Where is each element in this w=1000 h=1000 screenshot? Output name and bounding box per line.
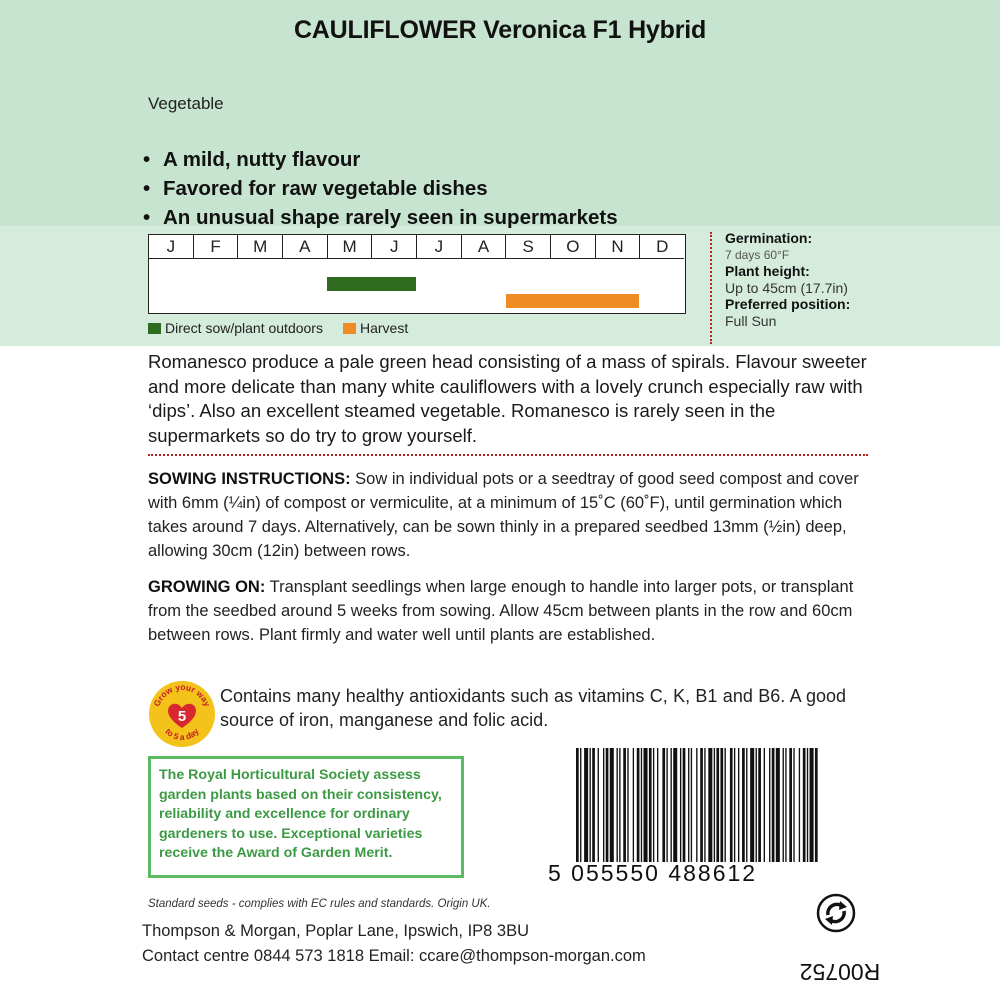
feature-item: • A mild, nutty flavour xyxy=(143,148,361,171)
barcode-bar xyxy=(803,748,806,862)
barcode-bar xyxy=(785,748,786,862)
barcode-bar xyxy=(720,748,723,862)
barcode-bar xyxy=(662,748,665,862)
month-aug: A xyxy=(462,235,507,258)
svg-text:Grow your way: Grow your way xyxy=(151,681,213,708)
barcode-bar xyxy=(619,748,620,862)
month-sep: S xyxy=(506,235,551,258)
barcode-bar xyxy=(704,748,705,862)
preferred-position-value: Full Sun xyxy=(725,312,777,329)
barcode-bar xyxy=(700,748,703,862)
sow-swatch xyxy=(148,323,161,334)
barcode-bar xyxy=(671,748,672,862)
barcode-bar xyxy=(592,748,595,862)
barcode-bar xyxy=(610,748,614,862)
month-feb: F xyxy=(194,235,239,258)
calendar-months xyxy=(149,235,684,259)
barcode-bar xyxy=(783,748,784,862)
barcode-bar xyxy=(688,748,689,862)
barcode-bar xyxy=(810,748,814,862)
barcode-bar xyxy=(603,748,604,862)
month-jun: J xyxy=(372,235,417,258)
barcode-bar xyxy=(590,748,591,862)
barcode-bar xyxy=(680,748,681,862)
barcode-bar xyxy=(637,748,640,862)
growing-info xyxy=(725,230,995,329)
barcode-bar xyxy=(776,748,780,862)
product-description: Romanesco produce a pale green head consisting of a mass of spirals. Flavour sweeter and more delicate than many white cauliflowers with a lovely crunch especially raw with ‘dips’. Also an excellent steamed vegetable. Romanesco is rarely seen in the supermarkets so do try to grow yourself. xyxy=(148,351,867,446)
month-nov: N xyxy=(596,235,641,258)
barcode-bar xyxy=(696,748,697,862)
month-jan: J xyxy=(149,235,194,258)
barcode-bar xyxy=(799,748,800,862)
growing-text: Transplant seedlings when large enough to handle into larger pots, or transplant from the seedbed around 5 weeks from sowing. Allow 45cm between plants in the row and 60cm between rows. Plant firmly and water well until plants are established. xyxy=(148,578,854,644)
plant-height-value: Up to 45cm (17.7in) xyxy=(725,279,848,296)
rhs-award-box: The Royal Horticultural Society assess garden plants based on their consistency, reliability and excellence for ordinary gardeners to use. Exceptional varieties receive the Award of Garden Merit. xyxy=(148,756,464,878)
barcode-bar xyxy=(673,748,677,862)
barcode-bar xyxy=(725,748,726,862)
month-dec: D xyxy=(656,237,669,256)
barcode-bar xyxy=(756,748,757,862)
growing-heading: GROWING ON: xyxy=(148,578,266,596)
month-jul: J xyxy=(417,235,462,258)
barcode-bar xyxy=(746,748,747,862)
harvest-swatch xyxy=(343,323,356,334)
product-title: CAULIFLOWER Veronica F1 Hybrid xyxy=(293,16,707,44)
harvest-period-bar xyxy=(506,294,640,308)
barcode-bar xyxy=(644,748,648,862)
barcode-bar xyxy=(742,748,745,862)
plant-height-label: Plant height: xyxy=(725,263,810,279)
feature-list xyxy=(143,145,618,232)
barcode-bar xyxy=(789,748,792,862)
svg-text:to 5 a day: to 5 a day xyxy=(163,726,201,743)
barcode-bar xyxy=(580,748,581,862)
harvest-legend-label: Harvest xyxy=(359,320,409,336)
sowing-calendar xyxy=(148,234,686,314)
grow-5-a-day-heart-icon xyxy=(148,680,216,748)
sowing-instructions xyxy=(148,467,868,563)
sowing-heading: SOWING INSTRUCTIONS: xyxy=(148,470,351,488)
barcode-bar xyxy=(683,748,686,862)
calendar-legend xyxy=(148,320,408,336)
svg-text:5: 5 xyxy=(177,708,187,725)
barcode-bar xyxy=(807,748,808,862)
barcode-bar xyxy=(691,748,692,862)
month-oct: O xyxy=(551,235,596,258)
month-may: M xyxy=(328,235,373,258)
barcode-bar xyxy=(730,748,733,862)
recycle-arrows-icon xyxy=(816,893,856,933)
barcode-bar xyxy=(734,748,735,862)
barcode-bar xyxy=(617,748,618,862)
month-mar: M xyxy=(238,235,283,258)
barcode-bar xyxy=(758,748,761,862)
barcode-bar xyxy=(576,748,579,862)
barcode-bar xyxy=(627,748,628,862)
barcode-bar xyxy=(793,748,794,862)
barcode-bar xyxy=(641,748,642,862)
barcode-bar xyxy=(738,748,739,862)
nutrition-text: Contains many healthy antioxidants such as vitamins C, K, B1 and B6. A good source of iron, manganese and folic acid. xyxy=(220,686,846,730)
barcode-bar xyxy=(769,748,770,862)
preferred-position-label: Preferred position: xyxy=(725,296,851,312)
barcode-icon xyxy=(574,748,818,862)
barcode-bar xyxy=(649,748,652,862)
barcode-bar xyxy=(708,748,712,862)
barcode-bar xyxy=(666,748,667,862)
standards-note: Standard seeds - complies with EC rules and standards. Origin UK. xyxy=(148,898,491,910)
barcode-bar xyxy=(772,748,775,862)
section-divider xyxy=(148,454,868,456)
sow-legend-label: Direct sow/plant outdoors xyxy=(165,320,323,336)
company-address: Thompson & Morgan, Poplar Lane, Ipswich, IP8 3BU xyxy=(142,922,530,940)
germination-label: Germination: xyxy=(725,230,813,246)
contact-details: Contact centre 0844 573 1818 Email: ccare@thompson-morgan.com xyxy=(142,947,646,965)
sowing-text: Sow in individual pots or a seedtray of good seed compost and cover with 6mm (¼in) of compost or vermiculite, at a minimum of 15˚C (60˚F), until germination which takes around 7 days. Alternatively, can be sown thinly in a prepared seedbed 13mm (½in) deep, allowing 30cm (12in) between rows. xyxy=(148,470,859,560)
barcode-bar xyxy=(606,748,609,862)
sow-period-bar xyxy=(327,277,416,291)
feature-item: • Favored for raw vegetable dishes xyxy=(143,177,488,200)
barcode-bar xyxy=(623,748,626,862)
barcode-bar xyxy=(657,748,658,862)
barcode-bar xyxy=(584,748,588,862)
barcode-bar xyxy=(714,748,715,862)
barcode-bar xyxy=(750,748,754,862)
barcode-number: 5 055550 488612 xyxy=(548,860,758,886)
product-category: Vegetable xyxy=(148,94,224,113)
month-apr: A xyxy=(283,235,328,258)
germination-value: 7 days 60°F xyxy=(725,247,790,262)
barcode-bar xyxy=(598,748,599,862)
feature-item: • An unusual shape rarely seen in supermarkets xyxy=(143,206,618,229)
product-code: R00752 xyxy=(799,959,881,985)
growing-on xyxy=(148,575,868,647)
info-divider xyxy=(710,232,712,344)
barcode-bar xyxy=(653,748,654,862)
barcode-bar xyxy=(716,748,719,862)
barcode-bar xyxy=(633,748,634,862)
barcode-bar xyxy=(764,748,765,862)
barcode-bar xyxy=(815,748,818,862)
